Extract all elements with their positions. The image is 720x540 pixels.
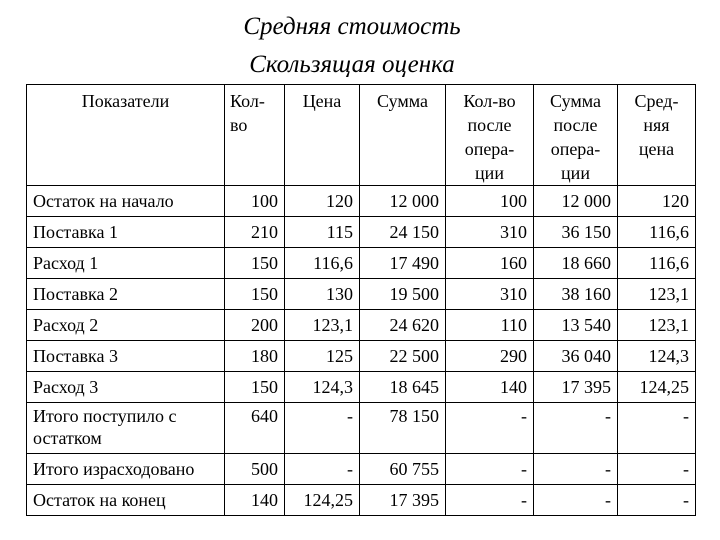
table-cell: 19 500	[360, 279, 446, 310]
table-cell: -	[618, 454, 696, 485]
row-label: Итого израсходовано	[27, 454, 225, 485]
row-label: Поставка 3	[27, 341, 225, 372]
column-header: Кол-во после опера- ции	[446, 85, 534, 186]
row-label: Поставка 2	[27, 279, 225, 310]
table-cell: 38 160	[534, 279, 618, 310]
table-cell: 78 150	[360, 403, 446, 454]
table-cell: 124,25	[285, 485, 360, 516]
table-cell: 200	[225, 310, 285, 341]
table-cell: 116,6	[618, 217, 696, 248]
cost-table	[26, 84, 696, 516]
table-cell: 150	[225, 279, 285, 310]
table-row	[27, 403, 696, 454]
column-header: Сумма после опера- ции	[534, 85, 618, 186]
table-cell: 12 000	[534, 186, 618, 217]
row-label: Остаток на конец	[27, 485, 225, 516]
table-cell: 116,6	[618, 248, 696, 279]
table-cell: 24 150	[360, 217, 446, 248]
table-cell: 130	[285, 279, 360, 310]
table-cell: 110	[446, 310, 534, 341]
table-cell: 17 395	[534, 372, 618, 403]
title-line-2: Скользящая оценка	[249, 51, 455, 78]
table-cell: 18 660	[534, 248, 618, 279]
title-line-1: Средняя стоимость	[243, 13, 461, 40]
column-header: Сумма	[360, 85, 446, 186]
table-cell: -	[534, 403, 618, 454]
table-row	[27, 454, 696, 485]
table-cell: -	[534, 485, 618, 516]
table-cell: 123,1	[618, 310, 696, 341]
table-cell: -	[285, 403, 360, 454]
table-cell: 310	[446, 217, 534, 248]
table-cell: 500	[225, 454, 285, 485]
column-header: Кол- во	[225, 85, 285, 186]
row-label: Поставка 1	[27, 217, 225, 248]
table-cell: -	[446, 454, 534, 485]
row-label: Расход 1	[27, 248, 225, 279]
table-cell: 100	[446, 186, 534, 217]
table-cell: 125	[285, 341, 360, 372]
table-cell: 120	[618, 186, 696, 217]
table-cell: 290	[446, 341, 534, 372]
column-header: Показатели	[27, 85, 225, 186]
table-cell: 100	[225, 186, 285, 217]
table-row	[27, 485, 696, 516]
table-cell: 124,25	[618, 372, 696, 403]
row-label: Расход 2	[27, 310, 225, 341]
column-header: Сред- няя цена	[618, 85, 696, 186]
table-cell: 22 500	[360, 341, 446, 372]
table-cell: 180	[225, 341, 285, 372]
row-label: Итого поступило с остатком	[27, 403, 225, 454]
table-cell: 17 395	[360, 485, 446, 516]
table-cell: 123,1	[618, 279, 696, 310]
table-cell: 18 645	[360, 372, 446, 403]
table-cell: -	[285, 454, 360, 485]
table-cell: 13 540	[534, 310, 618, 341]
table-cell: 120	[285, 186, 360, 217]
table-row	[27, 217, 696, 248]
table-cell: 140	[225, 485, 285, 516]
table-cell: 310	[446, 279, 534, 310]
table-cell: 210	[225, 217, 285, 248]
header-row	[27, 85, 696, 186]
table-cell: 640	[225, 403, 285, 454]
table-cell: 36 040	[534, 341, 618, 372]
table-row	[27, 372, 696, 403]
table-cell: -	[446, 403, 534, 454]
column-header: Цена	[285, 85, 360, 186]
table-cell: -	[618, 485, 696, 516]
table-cell: 160	[446, 248, 534, 279]
table-cell: 116,6	[285, 248, 360, 279]
table-cell: 115	[285, 217, 360, 248]
table-cell: 150	[225, 372, 285, 403]
table-cell: -	[446, 485, 534, 516]
table-cell: 124,3	[285, 372, 360, 403]
table-row	[27, 248, 696, 279]
table-row	[27, 279, 696, 310]
table-cell: 24 620	[360, 310, 446, 341]
table-cell: 123,1	[285, 310, 360, 341]
table-cell: -	[534, 454, 618, 485]
row-label: Расход 3	[27, 372, 225, 403]
table-cell: 150	[225, 248, 285, 279]
table-cell: 36 150	[534, 217, 618, 248]
table-cell: 12 000	[360, 186, 446, 217]
table-body	[27, 186, 696, 516]
table-row	[27, 341, 696, 372]
table-row	[27, 310, 696, 341]
table-cell: 60 755	[360, 454, 446, 485]
row-label: Остаток на начало	[27, 186, 225, 217]
table-cell: 17 490	[360, 248, 446, 279]
table-cell: -	[618, 403, 696, 454]
table-row	[27, 186, 696, 217]
table-cell: 140	[446, 372, 534, 403]
table-cell: 124,3	[618, 341, 696, 372]
